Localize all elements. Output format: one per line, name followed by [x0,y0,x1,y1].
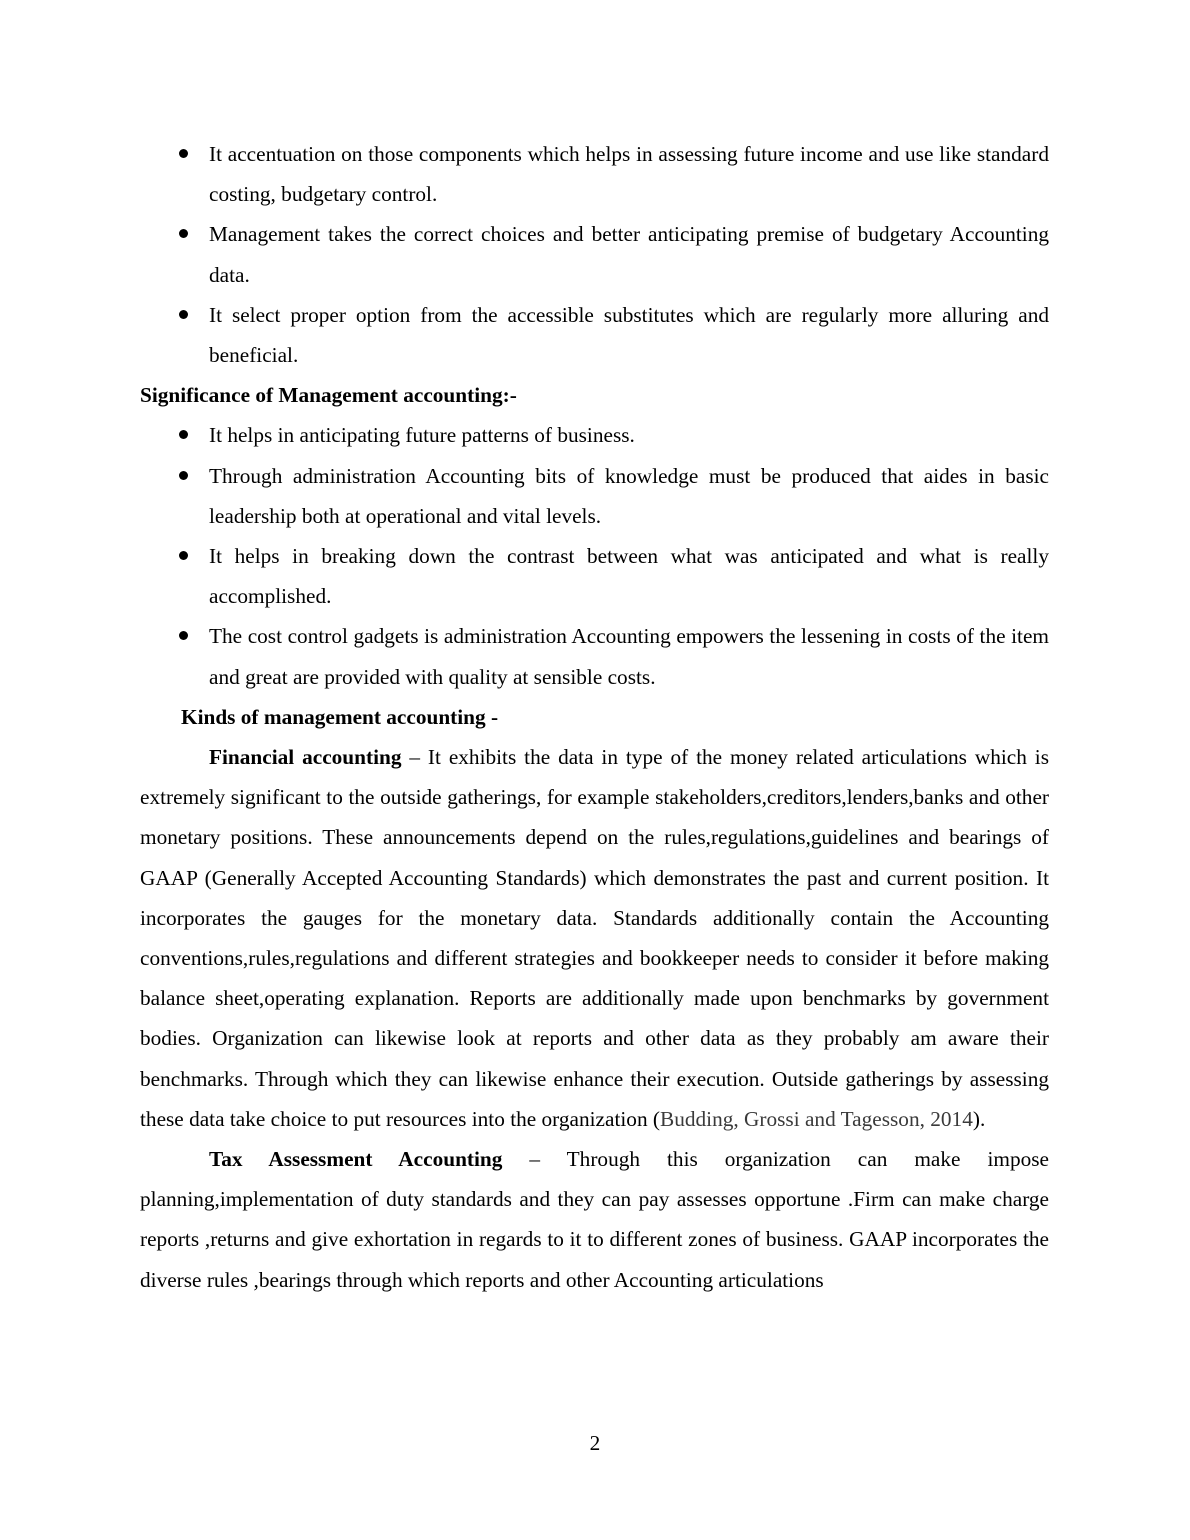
list-item [209,415,1049,455]
list-item [209,536,1049,616]
bullet-icon [179,551,188,560]
page-number: 2 [589,1431,601,1455]
financial-accounting-paragraph [140,737,1049,1139]
list-item-text: It select proper option from the accessible substitutes which are regularly more alluring and beneficial. [209,302,1049,368]
list-item [209,214,1049,294]
page-content [140,134,1049,1300]
list-item-text: It helps in breaking down the contrast between what was anticipated and what is really accomplished. [209,544,1049,609]
bullet-icon [179,229,188,238]
kinds-heading: Kinds of management accounting - [181,704,499,729]
citation: Budding, Grossi and Tagesson, 2014 [660,1106,973,1131]
list-item [209,134,1049,214]
tax-accounting-paragraph [140,1139,1049,1300]
list-item-text: Through administration Accounting bits of knowledge must be produced that aides in basic leadership both at operational and vital levels. [209,463,1049,528]
significance-heading: Significance of Management accounting:- [140,383,517,408]
bullet-icon [179,149,188,158]
citation-close: ). [972,1106,986,1131]
list-item-text: Management takes the correct choices and better anticipating premise of budgetary Accounting data. [209,222,1049,287]
list-item [209,616,1049,696]
bullet-icon [179,310,188,319]
bullet-list-top [140,134,1049,375]
list-item-text: It helps in anticipating future patterns of business. [209,423,635,448]
bullet-icon [179,471,188,480]
tax-accounting-term: Tax Assessment Accounting [209,1147,503,1172]
list-item [209,456,1049,536]
financial-accounting-term: Financial accounting [209,745,402,770]
list-item [209,295,1049,375]
list-item-text: The cost control gadgets is administration Accounting empowers the lessening in costs of the item and great are provided with quality at sensible costs. [209,624,1049,689]
bullet-list-significance [140,415,1049,696]
bullet-icon [179,631,188,640]
bullet-icon [179,430,188,439]
financial-accounting-text: – It exhibits the data in type of the money related articulations which is extremely significant to the outside gatherings, for example stakeholders,creditors,lenders,banks and other monetary positions. These announcements depend on the rules,regulations,guidelines and bearings of GAAP (Generally Accepted Accounting Standards) which demonstrates the past and current position. It incorporates the gauges for the monetary data. Standards additionally contain the Accounting conventions,rules,regulations and different strategies and bookkeeper needs to consider it before making balance sheet,operating explanation. Reports are additionally made upon benchmarks by government bodies. Organization can likewise look at reports and other data as they probably am aware their benchmarks. Through which they can likewise enhance their execution. Outside gatherings by assessing these data take choice to put resources into the organization ( [140,745,1049,1131]
tax-accounting-text: – Through this organization can make impose planning,implementation of duty standards and they can pay assesses opportune .Firm can make charge reports ,returns and give exhortation in regards to it to different zones of business. GAAP incorporates the diverse rules ,bearings through which reports and other Accounting articulations [140,1147,1049,1292]
list-item-text: It accentuation on those components which helps in assessing future income and use like standard costing, budgetary control. [209,142,1049,207]
